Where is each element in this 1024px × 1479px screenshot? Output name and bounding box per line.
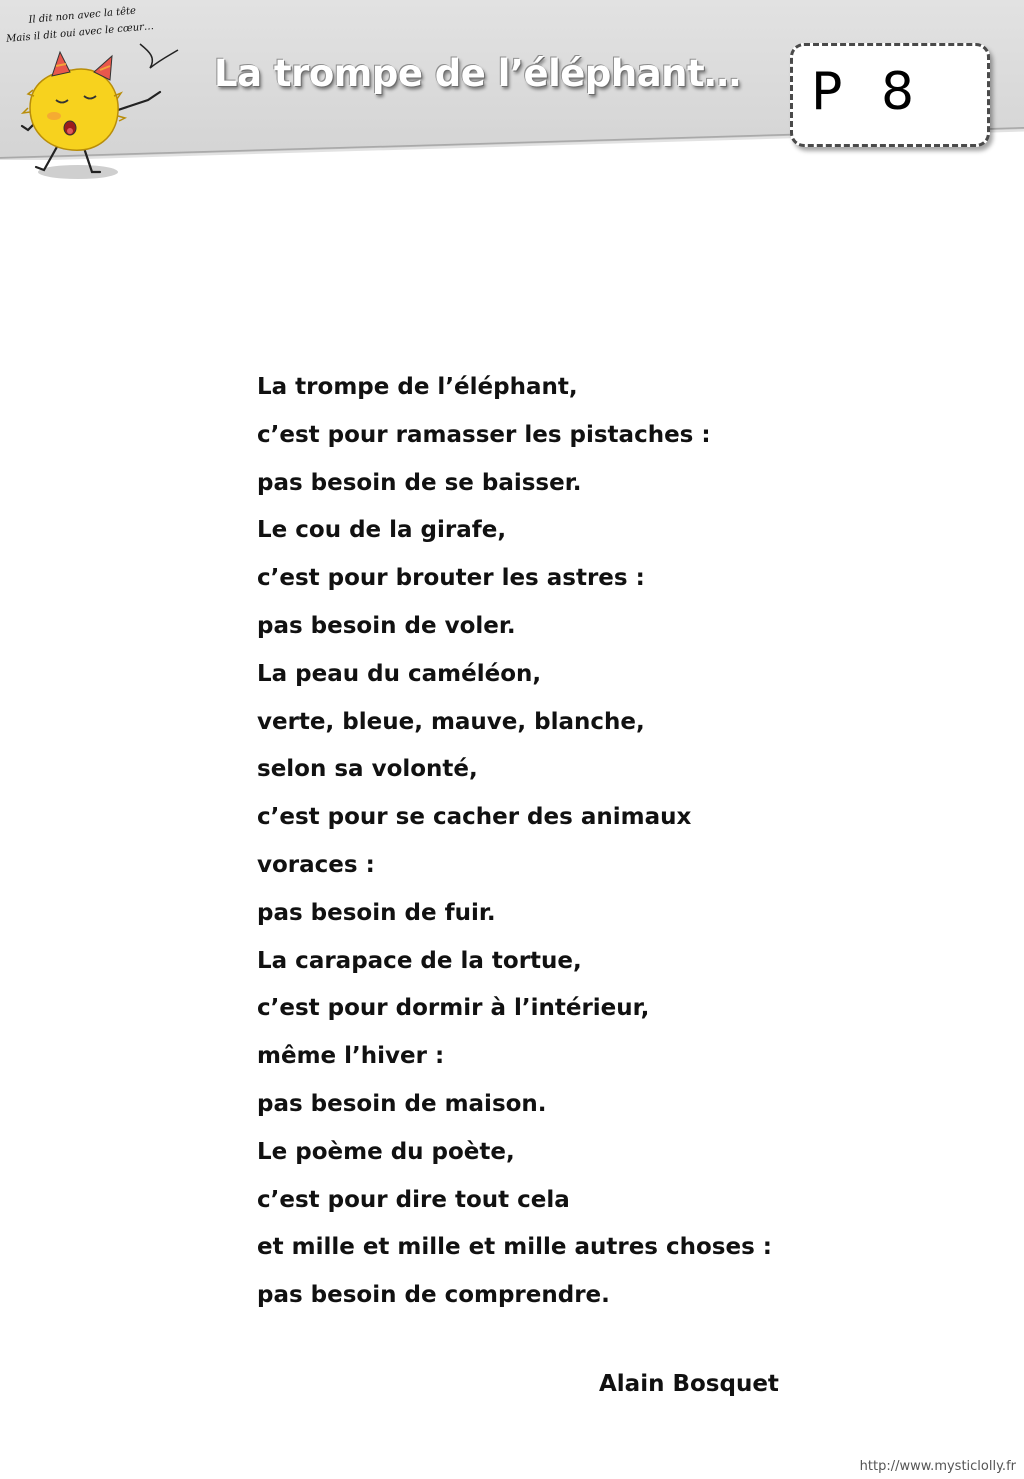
page-badge-number: 8 [881,62,915,122]
poem-line: selon sa volonté, [257,756,478,783]
mascot-illustration [0,0,200,185]
poem-line: La peau du caméléon, [257,660,542,687]
poem-line: même l’hiver : [257,1043,445,1070]
poem-line: La carapace de la tortue, [257,947,582,974]
page-title: La trompe de l’éléphant… [214,52,741,95]
poem-text [257,364,817,1320]
poem-line: c’est pour dormir à l’intérieur, [257,995,650,1022]
page-badge-letter: P [811,62,843,122]
poem-line: pas besoin de voler. [257,612,516,639]
poem-line: verte, bleue, mauve, blanche, [257,708,645,735]
poem-line: et mille et mille et mille autres choses : [257,1234,772,1261]
poem-line: La trompe de l’éléphant, [257,374,578,400]
poem-line: Le poème du poète, [257,1138,515,1165]
footer-url[interactable]: http://www.mysticlolly.fr [859,1459,1016,1474]
poem-line: pas besoin de se baisser. [257,469,582,496]
page-number-badge [790,43,990,147]
poem-line: c’est pour ramasser les pistaches : [257,421,711,448]
poem-line: c’est pour se cacher des animaux [257,804,692,831]
poem-line: pas besoin de comprendre. [257,1282,610,1309]
poem-line: voraces : [257,851,375,878]
poem-line: c’est pour brouter les astres : [257,565,645,592]
poem-author: Alain Bosquet [599,1371,779,1397]
poem-line: c’est pour dire tout cela [257,1186,570,1213]
mascot-caption-line-2: Mais il dit oui avec le cœur… [5,21,155,45]
poem-line: pas besoin de maison. [257,1090,547,1117]
poem-line: Le cou de la girafe, [257,517,507,544]
poem-line: pas besoin de fuir. [257,899,496,926]
mascot-caption-line-1: Il dit non avec la tête [28,5,137,26]
